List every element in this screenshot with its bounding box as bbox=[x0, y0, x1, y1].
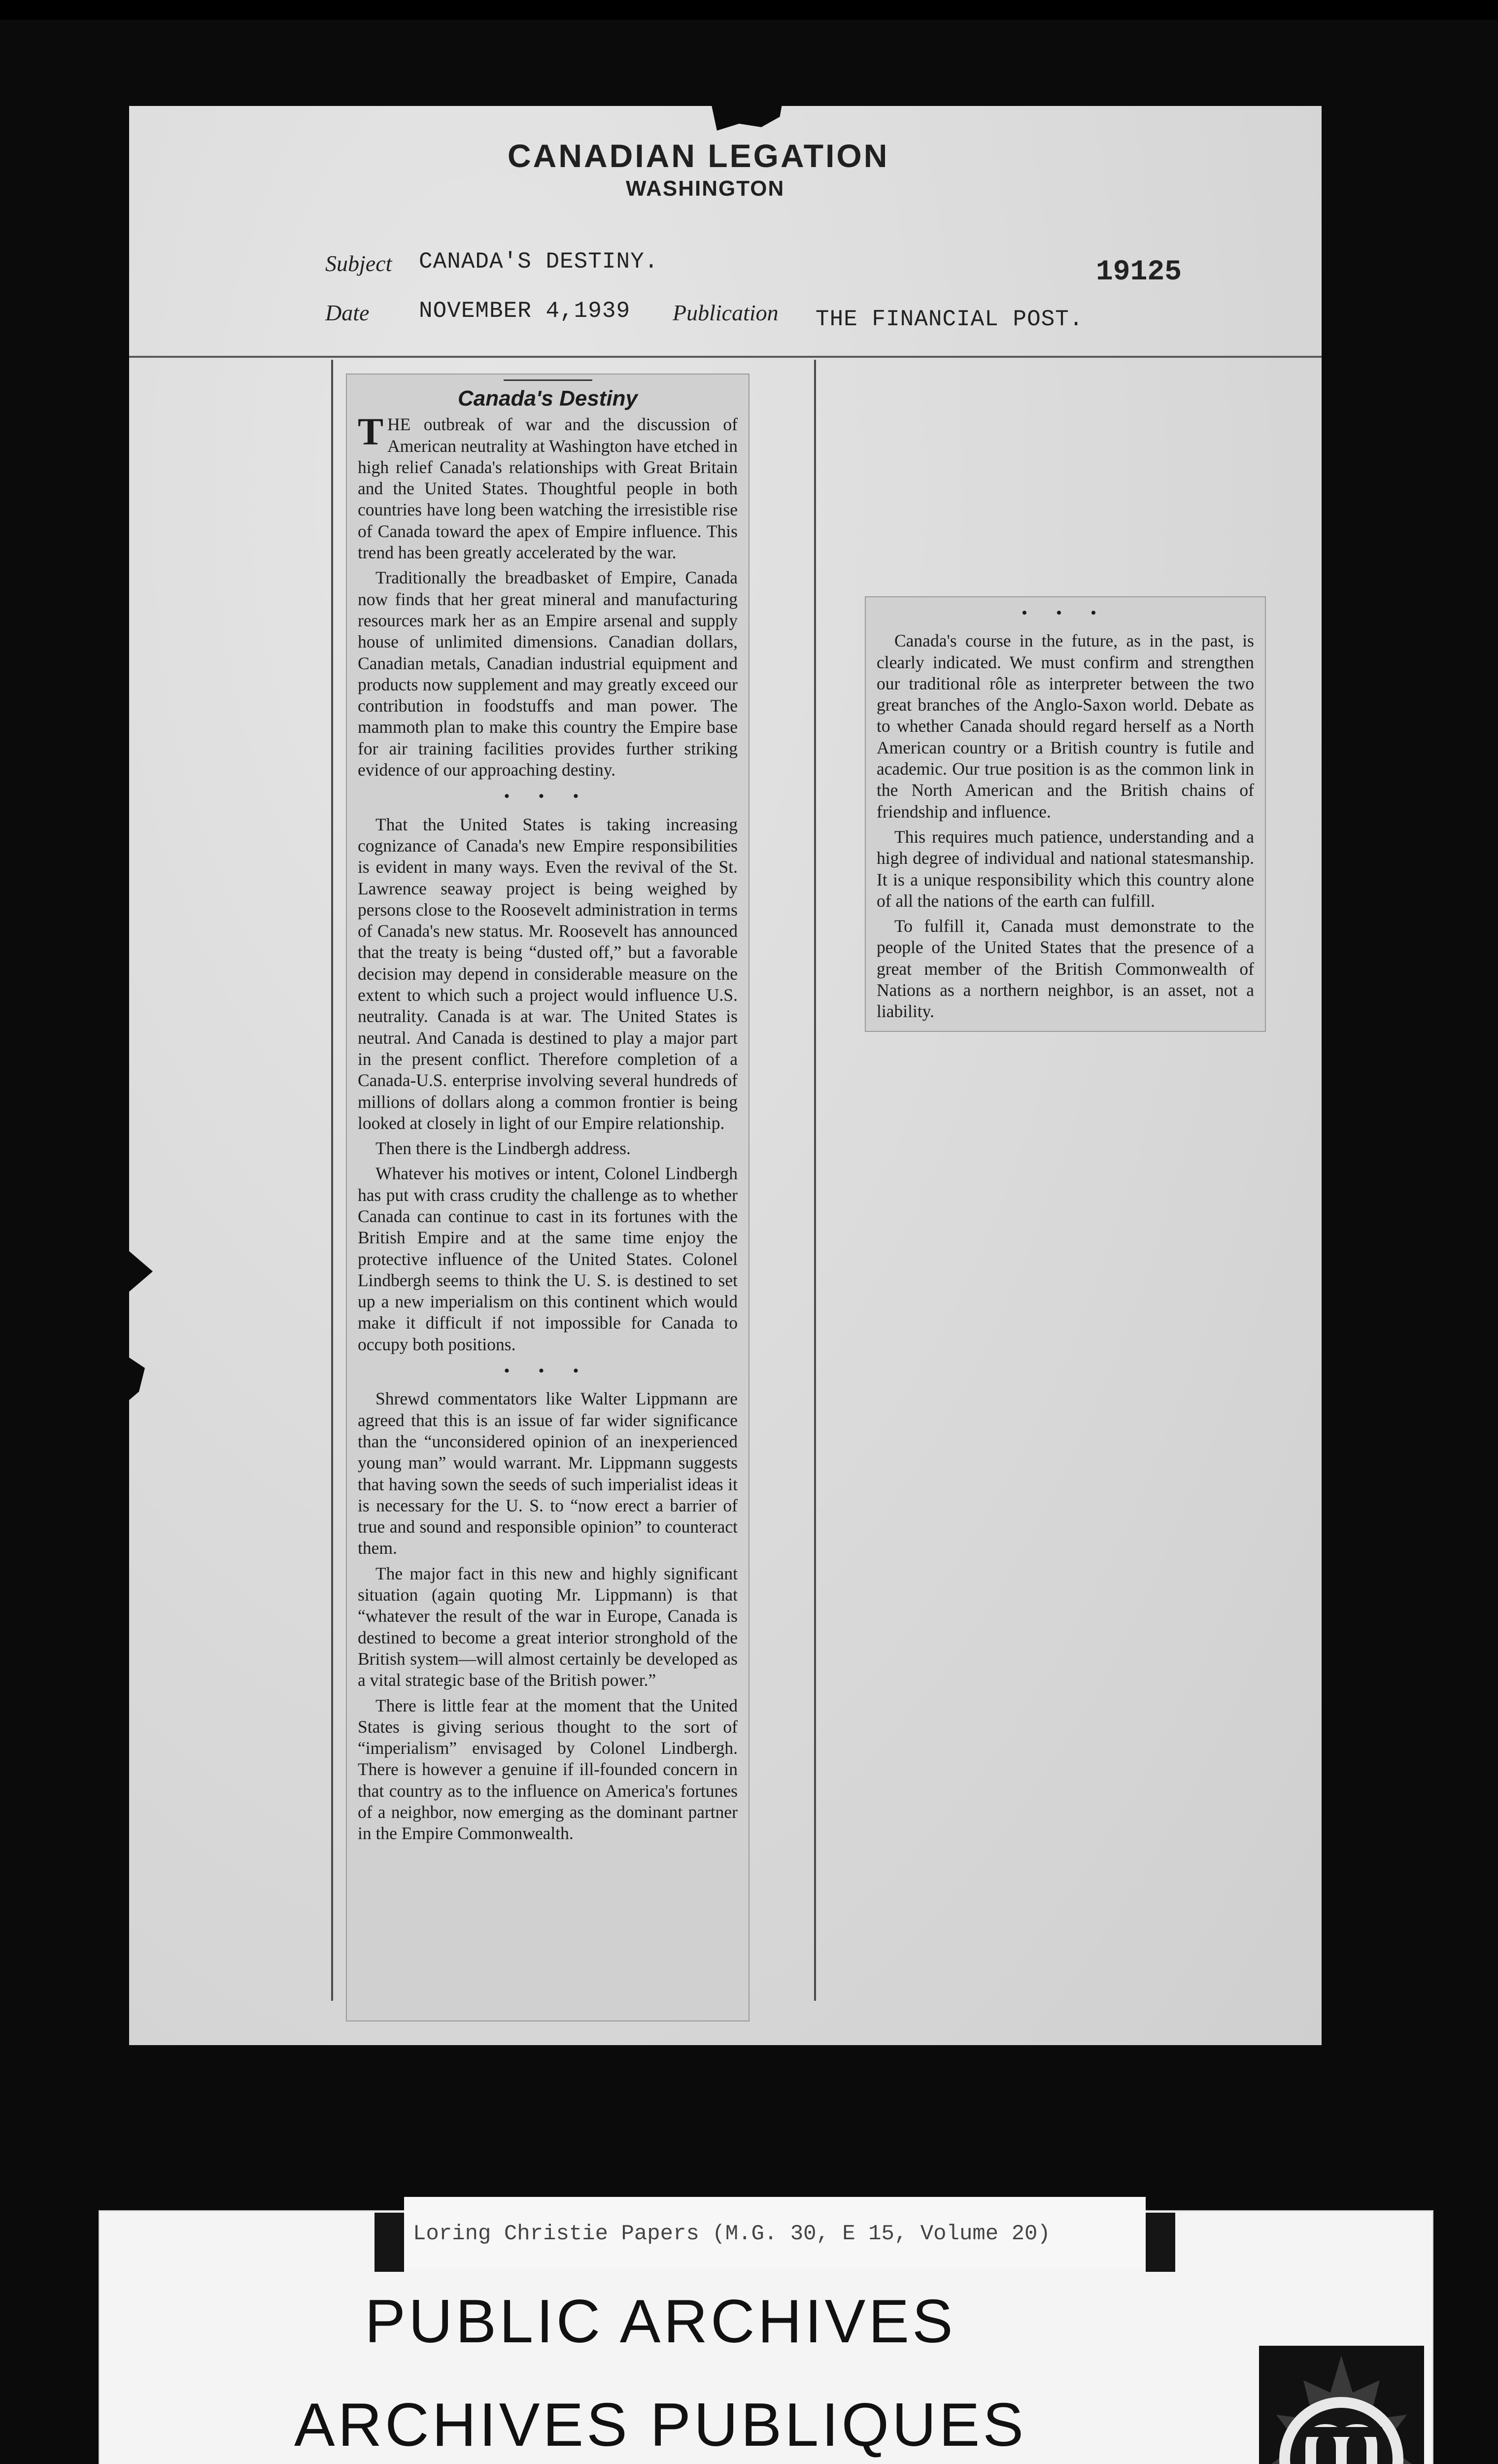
headline-rule bbox=[504, 379, 592, 381]
letterhead-title: CANADIAN LEGATION bbox=[508, 137, 889, 174]
citation-tape-left bbox=[374, 2213, 404, 2272]
article-paragraph: There is little fear at the moment that the United States is giving serious thought to the sort of “imperialism” envisaged by Colonel Lindbergh. There is however a genuine if ill-founded concern in that country as to the influence on America's fortunes of a neighbor, now emerging as the dominant partner in the Empire Commonwealth. bbox=[358, 1695, 738, 1844]
maple-leaf-archives-logo-icon bbox=[1259, 2346, 1424, 2464]
section-separator: • • • bbox=[504, 1363, 591, 1379]
drop-cap: T bbox=[358, 410, 384, 453]
article-paragraph: Traditionally the breadbasket of Empire, Canada now finds that her great mineral and manufacturing resources mark her as an Empire arsenal and supply house of unlimited dimensions. Canadian dollars, Canadian metals, Canadian industrial equipment and products now supplement and may greatly exceed our contribution in foodstuffs and man power. The mammoth plan to make this country the Empire base for air training facilities provides further striking evidence of our approaching destiny. bbox=[358, 568, 738, 780]
newspaper-clipping-continued bbox=[865, 596, 1266, 1032]
article-paragraph: The major fact in this new and highly significant situation (again quoting Mr. Lippmann) is that “whatever the result of the war in Europe, Canada is destined to become a great interior stronghold of the British system—will almost certainly be developed as a vital strategic base of the British power.” bbox=[358, 1563, 738, 1690]
section-separator: • • • bbox=[504, 788, 591, 805]
article-paragraph: That the United States is taking increasing cognizance of Canada's new Empire responsibilities is evident in many ways. Even the revival of the St. Lawrence seaway project is being weighed by persons close to the Roosevelt administration in terms of Canada's new status. Mr. Roosevelt has announced that the treaty is being “dusted off,” but a favorable decision may depend in considerable measure on the extent to which such a project would influence U.S. neutrality. Canada is at war. The United States is neutral. And Canada is destined to play a major part in the present conflict. Therefore completion of a Canada-U.S. enterprise involving several hundreds of millions of dollars along a common frontier is being looked at closely in light of our Empire relationship. bbox=[358, 814, 738, 1133]
clipping-headline: Canada's Destiny bbox=[457, 386, 638, 411]
article-paragraph: Then there is the Lindbergh address. bbox=[375, 1138, 631, 1159]
subject-value: CANADA'S DESTINY. bbox=[419, 249, 659, 274]
document-number: 19125 bbox=[1096, 256, 1182, 288]
date-value: NOVEMBER 4,1939 bbox=[419, 298, 631, 324]
article-paragraph: Canada's course in the future, as in the past, is clearly indicated. We must confirm and strengthen our traditional rôle as interpreter between the two great branches of the Anglo-Saxon world. Debate as to whether Canada should regard herself as a North American country or a British country is futile and academic. Our true position is as the common link in the North American and the British chains of friendship and influence. bbox=[877, 631, 1254, 821]
publication-label: Publication bbox=[673, 300, 779, 325]
article-paragraph: Shrewd commentators like Walter Lippmann are agreed that this is an issue of far wider significance than the “unconsidered opinion of an inexperienced young man” would warrant. Mr. Lippmann suggests that having sown the seeds of such imperialist ideas it is necessary for the U. S. to “now erect a barrier of true and sound and responsible opinion” to counteract them. bbox=[358, 1389, 738, 1558]
article-paragraph: Whatever his motives or intent, Colonel Lindbergh has put with crass crudity the challenge as to whether Canada can continue to cast in its fortunes with the British Empire and at the same time enjoy the protective influence of the United States. Colonel Lindbergh seems to think the U. S. is destined to set up a new imperialism on this continent which would make it difficult if not impossible for Canada to occupy both positions. bbox=[358, 1164, 738, 1354]
column-rule-left bbox=[331, 360, 333, 2001]
archives-title-english: PUBLIC ARCHIVES bbox=[365, 2288, 956, 2356]
article-paragraph: This requires much patience, understanding and a high degree of individual and national statesmanship. It is a unique responsibility which this country alone of all the nations of the earth can fulfill. bbox=[877, 826, 1254, 911]
newspaper-clipping-main bbox=[346, 374, 749, 2021]
date-label: Date bbox=[325, 300, 370, 325]
section-separator: • • • bbox=[1021, 605, 1109, 621]
letterhead-subtitle: WASHINGTON bbox=[626, 176, 785, 201]
header-divider bbox=[129, 356, 1322, 358]
archives-title-french: ARCHIVES PUBLIQUES bbox=[294, 2391, 1027, 2459]
column-rule-center bbox=[814, 360, 816, 2001]
article-paragraph: THE outbreak of war and the discussion of American neutrality at Washington have etched in high relief Canada's relationships with Great Britain and the United States. Thoughtful people in both countries have long been watching the irresistible rise of Canada toward the apex of Empire influence. This trend has been greatly accelerated by the war. bbox=[358, 410, 738, 563]
citation-text: Loring Christie Papers (M.G. 30, E 15, Volume 20) bbox=[413, 2222, 1051, 2246]
film-border-top bbox=[0, 0, 1498, 20]
publication-value: THE FINANCIAL POST. bbox=[816, 307, 1084, 332]
subject-label: Subject bbox=[325, 251, 392, 276]
article-paragraph: To fulfill it, Canada must demonstrate to the people of the United States that the presence of a great member of the British Commonwealth of Nations as a northern neighbor, is an asset, not a liability. bbox=[877, 916, 1254, 1022]
citation-tape-right bbox=[1146, 2213, 1175, 2272]
